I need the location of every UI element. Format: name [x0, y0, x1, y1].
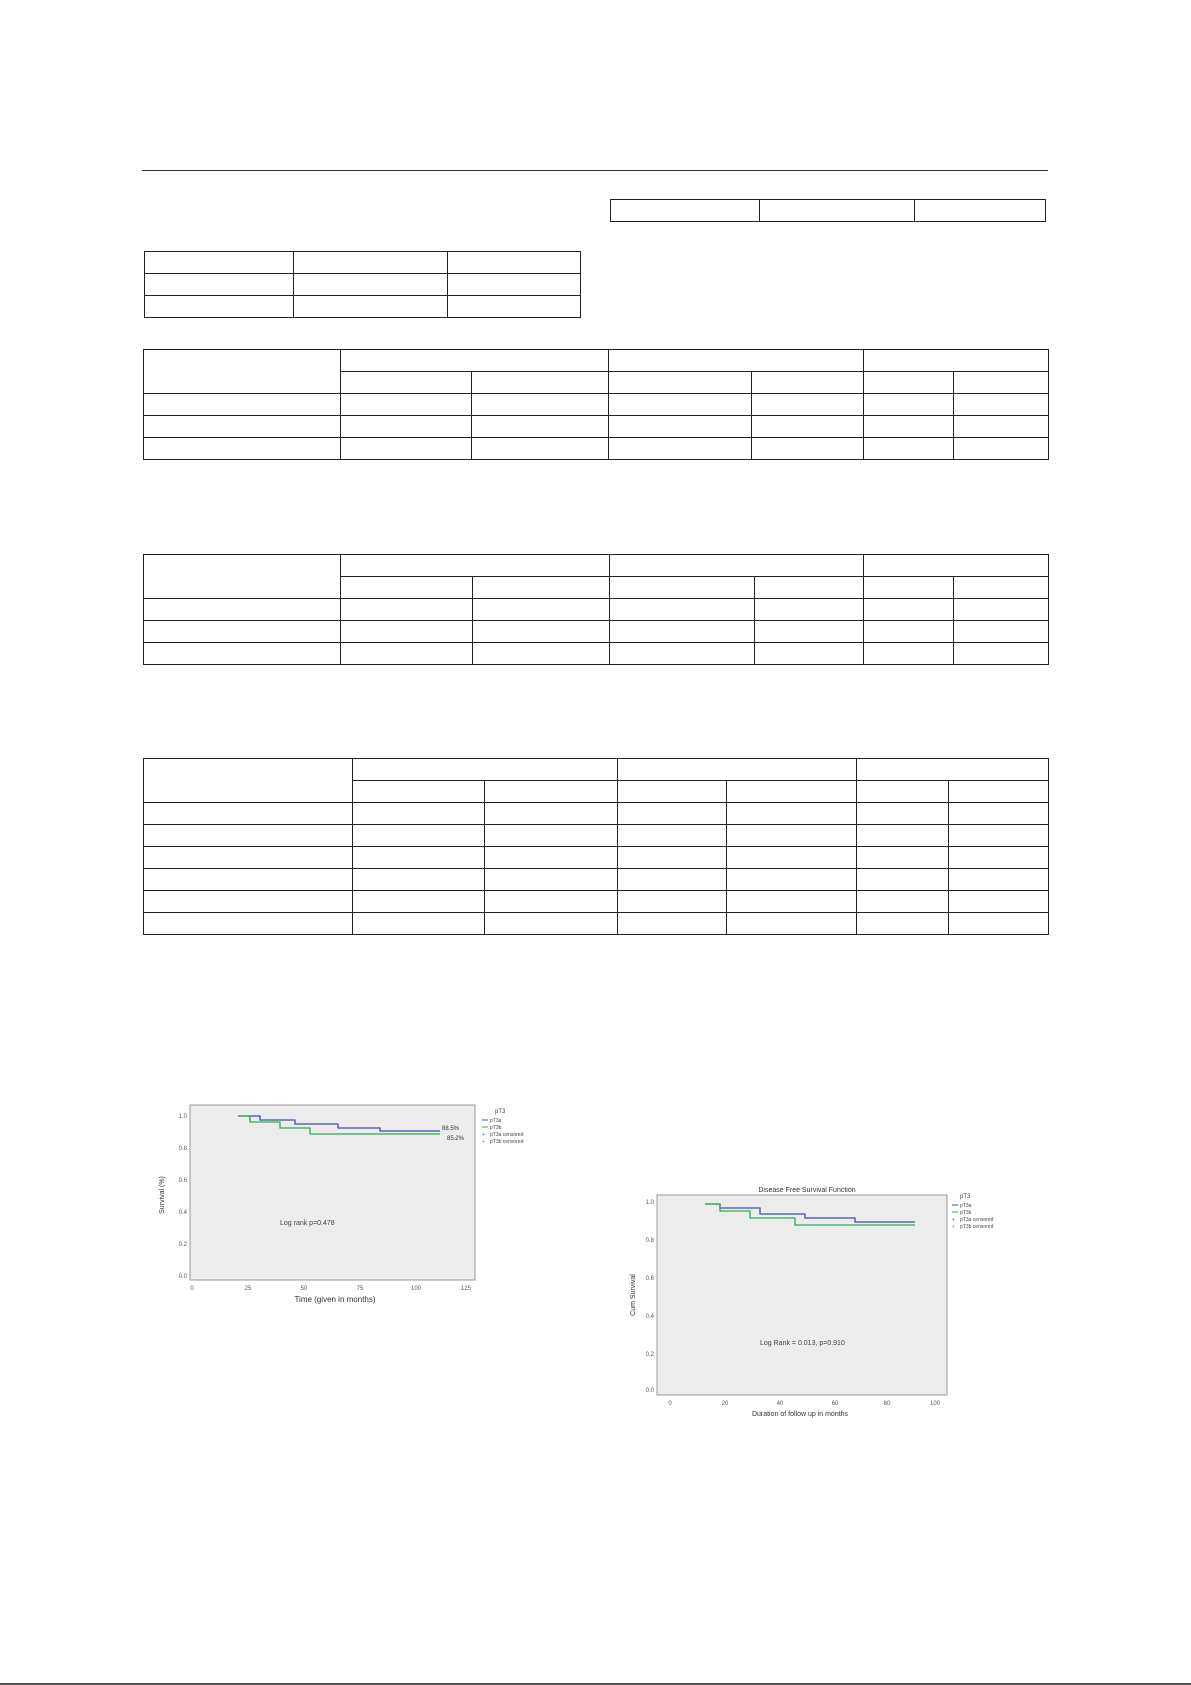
- y-axis-label: Cum Survival: [630, 1274, 637, 1316]
- legend-item: pT3a censored: [490, 1132, 524, 1138]
- table-row: [144, 394, 1049, 416]
- svg-text:+: +: [952, 1217, 955, 1223]
- x-tick-label: 0: [190, 1286, 194, 1292]
- table-row: [144, 599, 1049, 621]
- y-tick-label: 0.8: [645, 1238, 654, 1244]
- table-2: [143, 554, 1049, 665]
- x-tick-label: 60: [831, 1401, 839, 1407]
- y-tick-label: 0.4: [645, 1314, 654, 1320]
- end-label-bottom: 85.2%: [447, 1136, 465, 1142]
- x-tick-label: 20: [721, 1401, 729, 1407]
- plot-title: Disease Free Survival Function: [758, 1187, 856, 1194]
- svg-text:+: +: [482, 1132, 485, 1138]
- y-tick-label: 0.6: [178, 1178, 187, 1184]
- x-tick-label: 125: [460, 1286, 472, 1292]
- end-label-top: 88.5%: [442, 1126, 460, 1132]
- y-tick-label: 0.2: [178, 1242, 187, 1248]
- legend-title: pT3: [960, 1194, 971, 1200]
- table-row: [144, 825, 1049, 847]
- legend-title: pT3: [495, 1109, 506, 1115]
- x-tick-label: 80: [883, 1401, 891, 1407]
- x-axis-label: Duration of follow up in months: [751, 1411, 849, 1418]
- svg-text:+: +: [952, 1224, 955, 1230]
- x-tick-label: 40: [776, 1401, 784, 1407]
- legend-item: pT3b: [490, 1125, 502, 1131]
- legend-item: pT3a: [960, 1203, 972, 1209]
- table-row: [145, 274, 581, 296]
- table-a: [610, 199, 1046, 222]
- table-header-row: [144, 555, 1049, 577]
- x-tick-label: 0: [668, 1401, 672, 1407]
- legend-item: pT3b censored: [960, 1224, 994, 1230]
- header-rule: [142, 170, 1048, 171]
- table-row: [145, 296, 581, 318]
- x-tick-label: 75: [356, 1286, 364, 1292]
- table-row: [144, 803, 1049, 825]
- plot-annotation: Log rank p=0.478: [280, 1220, 335, 1227]
- svg-text:+: +: [482, 1139, 485, 1145]
- table-b: [144, 251, 581, 318]
- legend-item: pT3b censored: [490, 1139, 524, 1145]
- table-row: [144, 438, 1049, 460]
- table-header-row: [144, 759, 1049, 781]
- table-header-row: [144, 350, 1049, 372]
- survival-plot-left: [150, 1100, 590, 1315]
- table-1: [143, 349, 1049, 460]
- x-tick-label: 50: [300, 1286, 308, 1292]
- x-tick-label: 100: [929, 1401, 941, 1407]
- y-tick-label: 0.0: [645, 1388, 654, 1394]
- plot-annotation: Log Rank = 0.013, p=0.910: [760, 1340, 845, 1347]
- table-row: [144, 891, 1049, 913]
- legend-item: pT3b: [960, 1210, 972, 1216]
- y-tick-label: 1.0: [178, 1114, 187, 1120]
- y-tick-label: 0.0: [178, 1274, 187, 1280]
- table-row: [144, 847, 1049, 869]
- table-3: [143, 758, 1049, 935]
- y-axis-label: Survival (%): [159, 1176, 166, 1214]
- table-row: [145, 252, 581, 274]
- table-row: [144, 869, 1049, 891]
- table-row: [144, 416, 1049, 438]
- y-tick-label: 0.6: [645, 1276, 654, 1282]
- survival-plot-right: [625, 1180, 1055, 1420]
- table-row: [144, 643, 1049, 665]
- y-tick-label: 0.4: [178, 1210, 187, 1216]
- table-row: [611, 200, 1046, 222]
- legend-item: pT3a censored: [960, 1217, 994, 1223]
- x-tick-label: 25: [244, 1286, 252, 1292]
- y-tick-label: 0.2: [645, 1352, 654, 1358]
- x-tick-label: 100: [410, 1286, 422, 1292]
- y-tick-label: 0.8: [178, 1146, 187, 1152]
- x-axis-label: Time (given in months): [294, 1295, 376, 1304]
- legend-item: pT3a: [490, 1118, 502, 1124]
- table-row: [144, 621, 1049, 643]
- y-tick-label: 1.0: [645, 1200, 654, 1206]
- table-row: [144, 913, 1049, 935]
